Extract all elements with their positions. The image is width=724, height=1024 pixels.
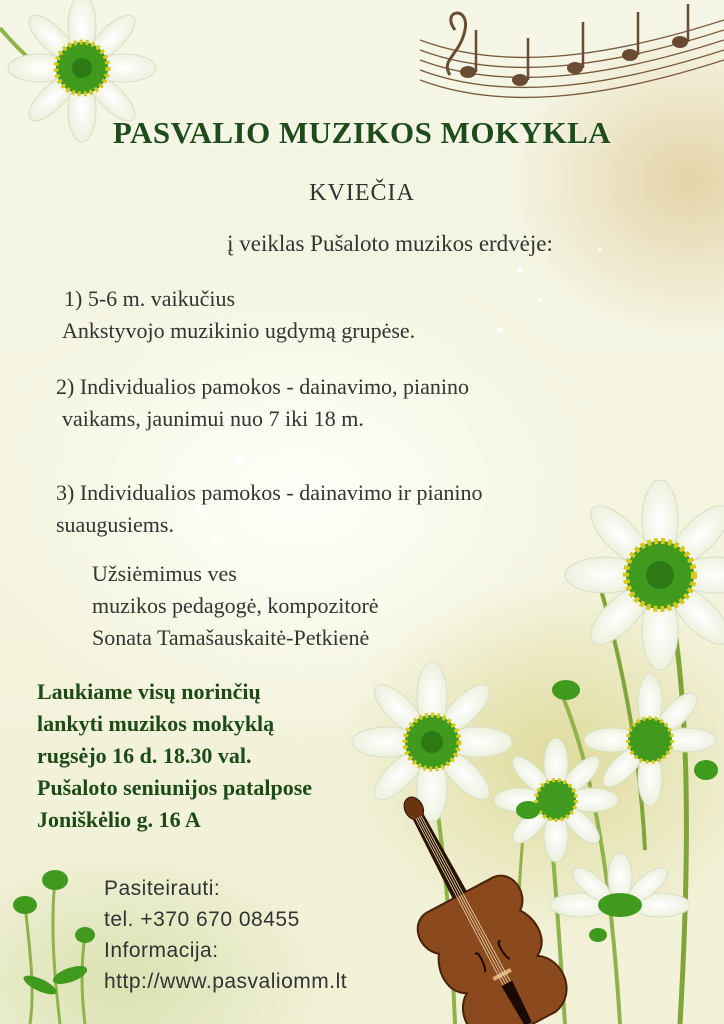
event-date: rugsėjo 16 d. 18.30 val. bbox=[37, 743, 252, 768]
event-address: Joniškėlio g. 16 A bbox=[37, 807, 201, 832]
teacher-name: Sonata Tamašauskaitė-Petkienė bbox=[92, 625, 370, 650]
contact-label: Pasiteirauti: bbox=[104, 877, 221, 900]
invite-heading: KVIEČIA bbox=[309, 180, 415, 206]
info-label: Informacija: bbox=[104, 939, 219, 962]
item-2 bbox=[56, 371, 469, 435]
item-3-line-1: 3) Individualios pamokos - dainavimo ir pianino bbox=[56, 480, 483, 505]
contact-info bbox=[104, 873, 347, 997]
item-2-line-2: vaikams, jaunimui nuo 7 iki 18 m. bbox=[62, 406, 364, 431]
item-1-line-1: 1) 5-6 m. vaikučius bbox=[64, 286, 236, 311]
item-3 bbox=[56, 477, 483, 541]
music-notes-icon bbox=[420, 4, 724, 97]
event-place: Pušaloto seniunijos patalpose bbox=[37, 775, 313, 800]
website-link: http://www.pasvaliomm.lt bbox=[104, 970, 348, 993]
event-line-2: lankyti muzikos mokyklą bbox=[37, 711, 275, 736]
teacher-line-2: muzikos pedagogė, kompozitorė bbox=[92, 593, 379, 618]
small-flowers-bottom-left-icon bbox=[13, 870, 95, 1024]
event-info bbox=[37, 676, 312, 836]
contact-phone: tel. +370 670 08455 bbox=[104, 908, 300, 931]
item-1-line-2: Ankstyvojo muzikinio ugdymą grupėse. bbox=[62, 318, 416, 343]
subtitle: į veiklas Pušaloto muzikos erdvėje: bbox=[227, 231, 553, 256]
item-1 bbox=[62, 283, 415, 347]
event-line-1: Laukiame visų norinčių bbox=[37, 679, 261, 704]
teacher-line-1: Užsiėmimus ves bbox=[92, 561, 237, 586]
page-title: PASVALIO MUZIKOS MOKYKLA bbox=[112, 115, 612, 150]
teacher-info bbox=[92, 558, 379, 654]
item-3-line-2: suaugusiems. bbox=[56, 512, 174, 537]
item-2-line-1: 2) Individualios pamokos - dainavimo, pianino bbox=[56, 374, 470, 399]
